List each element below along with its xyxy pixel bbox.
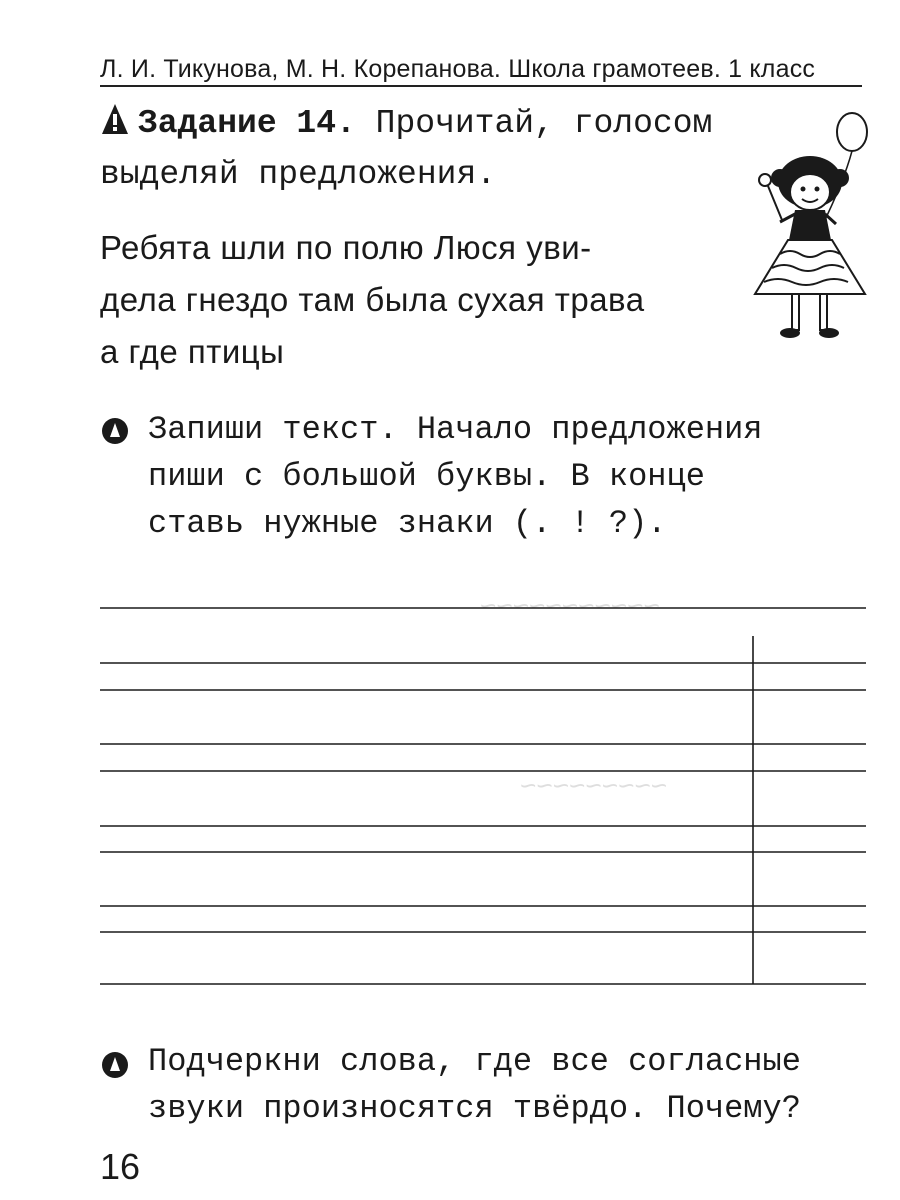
filled-circle-bullet-icon — [102, 1052, 128, 1078]
task-instruction: Прочитай, голосом выделяй предложения. — [100, 105, 713, 193]
filled-circle-bullet-icon — [102, 418, 128, 444]
exercise-line: Подчеркни слова, где все согласные — [148, 1043, 801, 1080]
exercise-underline-words — [148, 1038, 868, 1132]
exercise-line: Запиши текст. Начало предложения — [148, 411, 763, 448]
writing-lines[interactable] — [100, 606, 866, 986]
triangle-warning-icon — [100, 102, 130, 136]
reading-line: дела гнездо там была сухая трава — [100, 281, 645, 318]
reading-text — [100, 222, 760, 378]
bleed-through-decoration: ~~~~~~~~~~~ — [480, 590, 660, 621]
exercise-line: звуки произносятся твёрдо. Почему? — [148, 1090, 801, 1127]
reading-line: Ребята шли по полю Люся уви- — [100, 229, 592, 266]
book-header: Л. И. Тикунова, М. Н. Корепанова. Школа грамотеев. 1 класс — [100, 55, 816, 83]
exercise-write-text — [148, 406, 868, 547]
exercise-line: пиши с большой буквы. В конце — [148, 458, 705, 495]
girl-with-balloon-illustration — [740, 92, 875, 347]
task-heading — [100, 98, 740, 200]
task-number: Задание 14. — [138, 105, 356, 142]
bleed-through-decoration: ~~~~~~~~~ — [520, 770, 668, 801]
header-divider — [100, 85, 862, 87]
reading-line: а где птицы — [100, 333, 285, 370]
page-number: 16 — [100, 1146, 141, 1187]
exercise-line: ставь нужные знаки (. ! ?). — [148, 505, 667, 542]
